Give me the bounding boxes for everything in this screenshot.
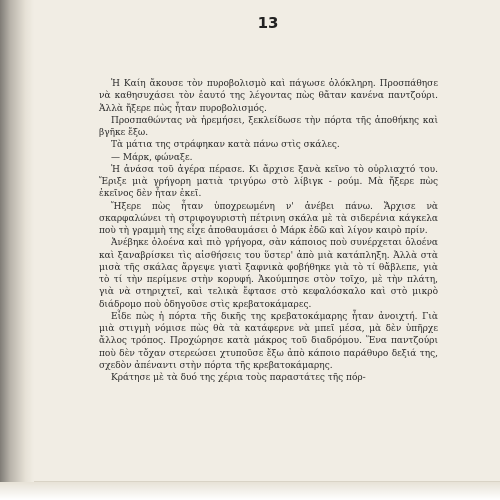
- paragraph: Ἀνέβηκε ὁλοένα καὶ πιὸ γρήγορα, σὰν κάποιος ποὺ συνέρχεται ὁλοένα καὶ ξαναβρίσκει τὶς αἰσθήσεις του ὕστερ' ἀπὸ μιὰ κατάπληξη. Ἀλλὰ στὰ μισὰ τῆς σκάλας ἄργεψε γιατὶ ξαφνικὰ φοβήθηκε γιὰ τὸ τί θἄβλεπε, γιὰ τὸ τί τὴν περίμενε στὴν κορυφή. Ἀκούμπησε στὸν τοῖχο, μὲ τὴν πλάτη, γιὰ νὰ στηριχτεῖ, καὶ τελικὰ ἔφτασε στὸ κεφαλόσκαλο καὶ στὸ μικρὸ διάδρομο ποὺ ὁδηγοῦσε στὶς κρεβατοκάμαρες.: [99, 238, 438, 310]
- paragraph: Ἤξερε πὼς ἦταν ὑποχρεωμένη ν' ἀνέβει πάνω. Ἄρχισε νὰ σκαρφαλώνει τὴ στριφογυριστὴ πέτρινη σκάλα μὲ τὰ σιδερένια κάγκελα ποὺ τὴ γραμμὴ της εἶχε ἀποθαυμάσει ὁ Μάρκ ἐδῶ καὶ λίγον καιρὸ πρίν.: [99, 201, 438, 236]
- paragraph: Προσπαθώντας νὰ ἠρεμήσει, ξεκλείδωσε τὴν πόρτα τῆς ἀποθήκης καὶ βγῆκε ἔξω.: [99, 115, 438, 138]
- paragraph: Ἡ ἀνάσα τοῦ ἀγέρα πέρασε. Κι ἄρχισε ξανὰ κεῖνο τὸ οὐρλιαχτό του. Ἔριξε μιὰ γρήγορη ματιὰ τριγύρω στὸ λίβιγκ - ρούμ. Μὰ ἤξερε πὼς ἐκεῖνος δὲν ἦταν ἐκεῖ.: [99, 164, 438, 200]
- paragraph: Εἶδε πὼς ἡ πόρτα τῆς δικῆς της κρεβατοκάμαρης ἦταν ἀνοιχτή. Γιὰ μιὰ στιγμὴ νόμισε πὼς θὰ τὰ κατάφερνε νὰ μπεῖ μέσα, μὰ δὲν ὑπῆρχε ἄλλος τρόπος. Προχώρησε κατὰ μάκρος τοῦ διαδρόμου. Ἕνα παντζούρι ποὺ δὲν τὄχαν στερεώσει χτυποῦσε ἔξω ἀπὸ κάποιο παράθυρο δεξιά της, σχεδὸν ἀπέναντι στὴν πόρτα τῆς κρεβατοκάμαρης.: [99, 311, 438, 371]
- page-bottom-edge: [0, 482, 500, 500]
- paragraph: Τὰ μάτια της στράφηκαν κατὰ πάνω στὶς σκάλες.: [111, 140, 340, 151]
- page-number: 13: [257, 14, 279, 32]
- body-text: [99, 78, 438, 384]
- paragraph: Κράτησε μὲ τὰ δυό της χέρια τοὺς παραστάτες τῆς πόρ-: [111, 373, 366, 383]
- paragraph: Ἡ Καίη ἄκουσε τὸν πυροβολισμὸ καὶ πάγωσε ὁλόκληρη. Προσπάθησε νὰ καθησυχάσει τὸν ἑαυτό της λέγοντας πὼς θἄταν κανένα παντζούρι. Ἀλλὰ ἤξερε πὼς ἦταν πυροβολισμός.: [99, 79, 438, 114]
- page-binding-shadow: [0, 0, 34, 500]
- paragraph: — Μάρκ, φώναξε.: [111, 152, 193, 163]
